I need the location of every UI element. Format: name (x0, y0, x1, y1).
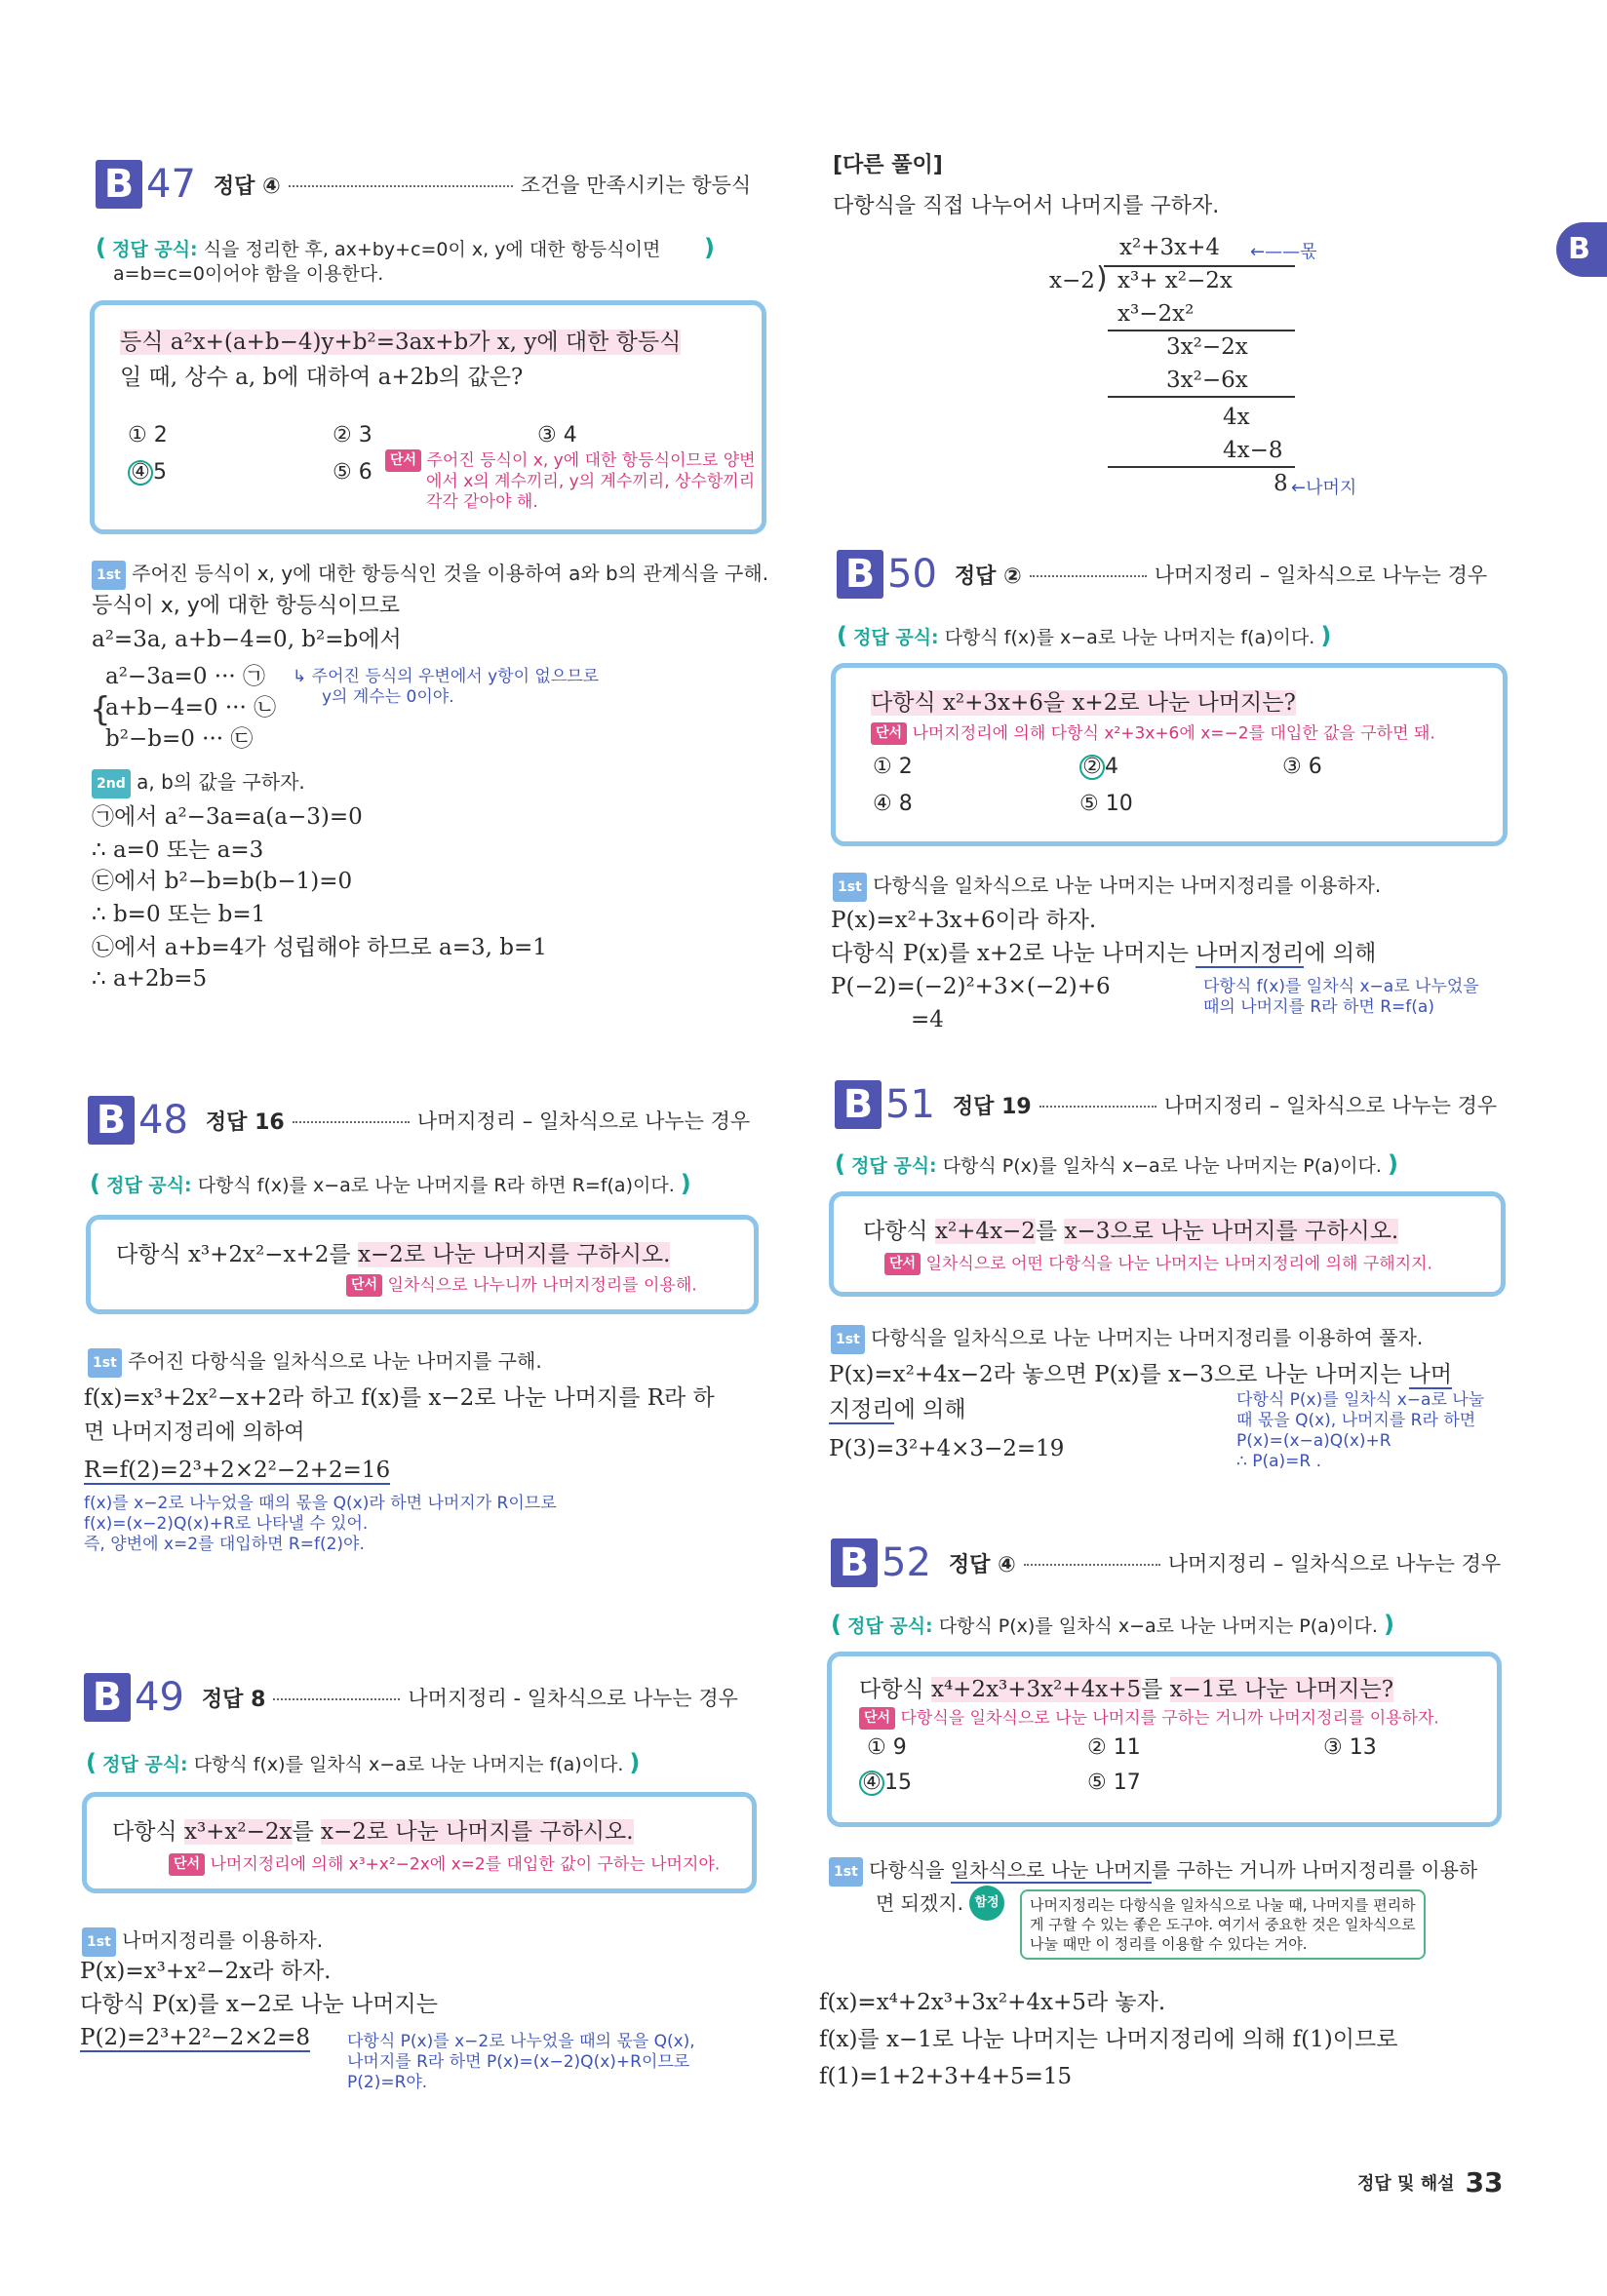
system-eq-3: b²−b=0 ··· ㉢ (105, 726, 254, 752)
hint-text: 일차식으로 나누니까 나머지정리를 이용해. (387, 1275, 697, 1296)
hint-tag: 단서 (884, 1253, 921, 1275)
quotient-label-text: 몫 (1300, 242, 1317, 262)
choice-3[interactable]: ③ 13 (1323, 1735, 1377, 1760)
problem-52-answer: 정답 ④ (948, 1552, 1016, 1577)
solution-line: P(x)=x²+3x+6이라 하자. (831, 908, 1097, 933)
question-text: 다항식 (859, 1677, 931, 1702)
choice-2-value: 4 (1105, 755, 1118, 779)
problem-48-answer: 정답 16 (205, 1109, 285, 1135)
step-text: 나머지정리를 이용하자. (122, 1928, 324, 1952)
trap-badge: 함정 (969, 1886, 1004, 1921)
paren-close: ) (704, 234, 715, 261)
problem-51-badge: B (835, 1080, 882, 1129)
dot-leader (1039, 1102, 1156, 1108)
division-dividend: x³+ x²−2x (1117, 268, 1233, 293)
choice-1[interactable]: ① 2 (873, 755, 913, 779)
step-text: 다항식을 일차식으로 나눈 나머지는 나머지정리를 이용하자. (873, 874, 1382, 897)
formula-label: 정답 공식: (102, 1754, 188, 1775)
page-footer (1357, 2166, 1504, 2199)
problem-50-answer: 정답 ② (954, 564, 1022, 589)
solution-line: P(3)=3²+4×3−2=19 (829, 1436, 1065, 1461)
hint-text: 나머지정리에 의해 x³+x²−2x에 x=2를 대입한 값이 구하는 나머지야. (210, 1854, 721, 1875)
problem-47-question-box (90, 300, 766, 534)
solution-line: ㉡에서 a+b=4가 성립해야 하므로 a=3, b=1 (92, 935, 547, 960)
solution-line (831, 940, 1376, 967)
note-1: 다항식 P(x)를 일차식 x−a로 나눌 (1236, 1390, 1485, 1410)
note-3: P(x)=(x−a)Q(x)+R (1236, 1431, 1391, 1451)
hint-tag: 단서 (169, 1853, 205, 1876)
question-line (112, 1818, 634, 1846)
choice-5[interactable]: ⑤ 10 (1079, 792, 1133, 816)
problem-51-question-box (829, 1191, 1506, 1297)
solution-line: 면 나머지정리에 의하여 (84, 1420, 305, 1445)
problem-47-formula-2 (113, 259, 383, 286)
question-highlight: x−1로 나눈 나머지는? (1169, 1677, 1394, 1702)
formula-label: 정답 공식: (853, 627, 939, 648)
choice-4-value: 5 (153, 460, 167, 485)
note-2: 때 몫을 Q(x), 나머지를 R라 하면 (1236, 1411, 1476, 1430)
choice-3[interactable]: ③ 6 (1282, 755, 1322, 779)
solution-line (829, 1361, 1452, 1388)
problem-49-answer: 정답 8 (201, 1687, 266, 1712)
formula-text: 다항식 f(x)를 x−a로 나눈 나머지를 R라 하면 R=f(a)이다. (197, 1175, 675, 1196)
solution-text: 다항식 P(x)를 x+2로 나눈 나머지는 (831, 941, 1196, 966)
hint (884, 1253, 1432, 1275)
problem-47-step2 (92, 768, 305, 798)
question-highlight: x²+4x−2 (934, 1219, 1036, 1244)
question-highlight: x−3으로 나눈 나머지를 구하시오. (1064, 1219, 1399, 1244)
problem-48-step1 (88, 1347, 542, 1378)
question-text: 다항식 (863, 1219, 935, 1244)
step-tag: 1st (833, 873, 867, 902)
note-3: P(2)=R야. (347, 2073, 428, 2092)
formula-label: 정답 공식: (112, 239, 198, 260)
side-note (84, 1494, 557, 1555)
hint (169, 1853, 720, 1876)
question-line (863, 1218, 1398, 1245)
solution-line: f(x)=x³+2x²−x+2라 하고 f(x)를 x−2로 나눈 나머지를 R라 하 (84, 1385, 715, 1411)
step-text: 다항식을 일차식으로 나눈 나머지는 나머지정리를 이용하여 풀자. (871, 1326, 1424, 1349)
problem-50-header (837, 550, 1519, 603)
side-note-1: 주어진 등식의 우변에서 y항이 없으므로 (311, 667, 600, 686)
problem-50-question-box (831, 663, 1508, 846)
division-row: 3x²−6x (1166, 368, 1248, 393)
problem-48-formula: ( 정답 공식: 다항식 f(x)를 x−a로 나눈 나머지를 R라 하면 R=f(a)이다. ) (90, 1170, 691, 1197)
problem-51-header (835, 1080, 1517, 1133)
solution-line: ∴ a+2b=5 (92, 966, 208, 992)
problem-48-header (88, 1096, 770, 1148)
solution-line: f(x)=x⁴+2x³+3x²+4x+5라 놓자. (819, 1990, 1166, 2015)
division-quotient: x²+3x+4 (1119, 235, 1220, 260)
hint-line-2: 에서 x의 계수끼리, y의 계수끼리, 상수항끼리 (426, 472, 756, 491)
note-2: f(x)=(x−2)Q(x)+R로 나타낼 수 있어. (84, 1514, 369, 1534)
question-text-1: 등식 a²x+(a+b−4)y+b²=3ax+b가 x, y에 대한 항등식 (120, 330, 682, 355)
hint-box (385, 449, 756, 513)
trap-bubble (1020, 1889, 1426, 1960)
dot-leader (293, 1117, 410, 1123)
problem-51-number: 51 (885, 1082, 935, 1127)
question-text: 를 (1141, 1677, 1170, 1702)
problem-52-step1 (829, 1856, 1477, 1887)
step-tag: 1st (88, 1348, 122, 1378)
problem-49-badge: B (84, 1673, 131, 1722)
solution-line (84, 1457, 390, 1484)
side-note (1236, 1390, 1484, 1472)
step-text: 를 구하는 거니까 나머지정리를 이용하 (1151, 1858, 1478, 1882)
solution-line: f(x)를 x−1로 나눈 나머지는 나머지정리에 의해 f(1)이므로 (819, 2027, 1398, 2052)
problem-49-formula: ( 정답 공식: 다항식 f(x)를 일차식 x−a로 나눈 나머지는 f(a)이다. ) (86, 1749, 641, 1776)
problem-48-badge: B (88, 1096, 135, 1145)
alt-solution-title: [다른 풀이] (833, 153, 943, 177)
dot-leader (1024, 1560, 1160, 1566)
underlined-term: 나머 (1408, 1362, 1453, 1387)
problem-48-question-box (86, 1215, 759, 1314)
solution-line: =4 (911, 1007, 944, 1032)
question-highlight: 다항식 x²+3x+6을 x+2로 나눈 나머지는? (871, 690, 1296, 716)
problem-49-topic: 나머지정리 - 일차식으로 나누는 경우 (408, 1687, 738, 1710)
problem-49-header (84, 1673, 766, 1726)
step-text: 다항식을 (869, 1858, 951, 1882)
division-bracket: ) (1096, 261, 1108, 295)
division-row: 4x (1223, 405, 1250, 430)
question-text: 다항식 (112, 1819, 184, 1845)
hint (859, 1707, 1439, 1730)
problem-47-header (96, 160, 778, 213)
formula-label: 정답 공식: (106, 1175, 192, 1196)
side-note (293, 667, 599, 708)
choice-4[interactable]: ④ 8 (873, 792, 913, 816)
underlined-result: P(2)=2³+2²−2×2=8 (80, 2025, 311, 2050)
choice-2-correct[interactable] (1079, 754, 1118, 781)
problem-49-number: 49 (135, 1675, 184, 1720)
problem-47-answer: 정답 ④ (213, 174, 281, 199)
system-brace: { (90, 690, 111, 729)
hint (346, 1274, 697, 1297)
note-2: 때의 나머지를 R라 하면 R=f(a) (1203, 997, 1434, 1017)
problem-50-step1 (833, 872, 1381, 902)
correct-circle: ② (1079, 755, 1105, 780)
correct-circle: ④ (859, 1771, 884, 1796)
note-1: 다항식 f(x)를 일차식 x−a로 나누었을 (1203, 977, 1479, 996)
step-text: a, b의 값을 구하자. (137, 770, 305, 794)
question-line-2: 일 때, 상수 a, b에 대하여 a+2b의 값은? (120, 365, 524, 390)
left-arrow-icon: ← (1291, 478, 1307, 498)
chapter-tab (1556, 222, 1607, 277)
problem-47-step1 (92, 560, 768, 590)
question-highlight: x−2로 나눈 나머지를 구하시오. (357, 1242, 671, 1267)
problem-51-formula: ( 정답 공식: 다항식 P(x)를 일차식 x−a로 나눈 나머지는 P(a)이다. ) (835, 1150, 1398, 1178)
choice-4-correct[interactable] (859, 1770, 912, 1797)
formula-text: 다항식 P(x)를 일차식 x−a로 나눈 나머지는 P(a)이다. (942, 1155, 1382, 1177)
problem-50-badge: B (837, 550, 883, 599)
note-1: 다항식 P(x)를 x−2로 나누었을 때의 몫을 Q(x), (347, 2032, 695, 2051)
solution-line: ㉠에서 a²−3a=a(a−3)=0 (92, 804, 363, 830)
step-tag: 1st (92, 561, 126, 590)
note-4: ∴ P(a)=R . (1236, 1452, 1322, 1471)
hint-text: 나머지정리에 의해 다항식 x²+3x+6에 x=−2를 대입한 값을 구하면 돼. (912, 723, 1435, 744)
problem-49-step1 (82, 1926, 323, 1957)
dot-leader (1030, 571, 1147, 577)
note-2: 나머지를 R라 하면 P(x)=(x−2)Q(x)+R이므로 (347, 2052, 690, 2072)
question-text: 를 (292, 1819, 322, 1845)
problem-47-formula: ( 정답 공식: 식을 정리한 후, ax+by+c=0이 x, y에 대한 항등식이면 (96, 234, 661, 261)
hint-tag: 단서 (859, 1707, 895, 1730)
hint-tag: 단서 (346, 1274, 382, 1297)
choice-2[interactable]: ② 3 (333, 423, 372, 448)
division-bar (1108, 330, 1295, 331)
division-row: 4x−8 (1223, 438, 1283, 463)
alt-solution-intro: 다항식을 직접 나누어서 나머지를 구하자. (833, 194, 1220, 218)
solution-line: ∴ a=0 또는 a=3 (92, 837, 264, 863)
problem-52-topic: 나머지정리 – 일차식으로 나누는 경우 (1167, 1552, 1502, 1576)
formula-label: 정답 공식: (847, 1615, 933, 1637)
hint-line-1: 주어진 등식이 x, y에 대한 항등식이므로 양변 (426, 450, 756, 471)
formula-text-1: 식을 정리한 후, ax+by+c=0이 x, y에 대한 항등식이면 (203, 239, 661, 260)
problem-52-question-box (827, 1652, 1502, 1827)
solution-line: P(−2)=(−2)²+3×(−2)+6 (831, 974, 1111, 999)
footer-label: 정답 및 해설 (1357, 2173, 1455, 2195)
solution-line (829, 1396, 966, 1423)
choice-3[interactable]: ③ 4 (537, 423, 577, 448)
choice-4-correct[interactable] (128, 459, 167, 486)
formula-text-2: a=b=c=0이어야 함을 이용한다. (113, 263, 384, 285)
choice-4-value: 15 (884, 1771, 912, 1795)
solution-text: 에 의해 (893, 1397, 966, 1422)
choice-5[interactable]: ⑤ 6 (333, 460, 372, 485)
side-note (347, 2032, 695, 2093)
solution-line: 다항식 P(x)를 x−2로 나눈 나머지는 (80, 1992, 438, 2017)
formula-text: 다항식 f(x)를 x−a로 나눈 나머지는 f(a)이다. (944, 627, 1315, 648)
side-note (1203, 977, 1479, 1018)
solution-text: P(x)=x²+4x−2라 놓으면 P(x)를 x−3으로 나눈 나머지는 (829, 1362, 1409, 1387)
step-tag: 2nd (92, 769, 131, 798)
problem-51-answer: 정답 19 (952, 1094, 1032, 1119)
question-text: 다항식 x³+2x²−x+2를 (116, 1242, 358, 1267)
question-line-1 (120, 329, 681, 356)
problem-47-badge: B (96, 160, 142, 209)
step-tag: 1st (829, 1857, 863, 1887)
system-eq-2: a+b−4=0 ··· ㉡ (105, 695, 277, 720)
question-highlight: x⁴+2x³+3x²+4x+5 (930, 1677, 1142, 1702)
problem-48-number: 48 (138, 1098, 188, 1143)
bubble-line-1: 나머지정리는 다항식을 일차식으로 나눌 때, 나머지를 편리하 (1030, 1896, 1416, 1914)
problem-49-question-box (82, 1792, 757, 1893)
division-bar (1108, 396, 1295, 398)
division-bar (1108, 466, 1295, 468)
step-tag: 1st (831, 1325, 865, 1354)
solution-line: P(x)=x³+x²−2x라 하자. (80, 1959, 332, 1984)
correct-circle: ④ (128, 460, 153, 486)
problem-47-number: 47 (146, 162, 196, 207)
choice-2[interactable]: ② 11 (1087, 1735, 1141, 1760)
solution-line: 등식이 x, y에 대한 항등식이므로 (92, 594, 401, 618)
arrow-icon: ↳ (293, 667, 307, 686)
remainder-label (1291, 474, 1356, 499)
side-note-2: y의 계수는 0이야. (322, 687, 454, 707)
step-continuation: 면 되겠지. (876, 1891, 963, 1915)
problem-52-badge: B (831, 1538, 878, 1587)
bubble-line-3: 나눌 때만 이 정리를 이용할 수 있다는 거야. (1030, 1935, 1308, 1953)
problem-52-header (831, 1538, 1513, 1591)
division-remainder: 8 (1274, 471, 1288, 496)
solution-line: ∴ b=0 또는 b=1 (92, 902, 266, 927)
step-tag: 1st (82, 1927, 116, 1957)
problem-51-topic: 나머지정리 – 일차식으로 나누는 경우 (1163, 1094, 1498, 1117)
system-eq-1: a²−3a=0 ··· ㉠ (105, 664, 266, 689)
formula-text: 다항식 P(x)를 일차식 x−a로 나눈 나머지는 P(a)이다. (938, 1615, 1378, 1637)
solution-line: a²=3a, a+b−4=0, b²=b에서 (92, 627, 402, 652)
question-line (116, 1241, 670, 1268)
question-line (871, 689, 1296, 717)
question-highlight: x−2로 나눈 나머지를 구하시오. (321, 1819, 634, 1845)
problem-51-step1 (831, 1324, 1423, 1354)
hint-line-3: 각각 같아야 해. (426, 492, 538, 512)
solution-text: 에 의해 (1304, 941, 1377, 966)
choice-1[interactable]: ① 2 (128, 423, 168, 448)
chapter-tab-letter: B (1568, 232, 1590, 266)
formula-label: 정답 공식: (851, 1155, 937, 1177)
problem-47-topic: 조건을 만족시키는 항등식 (520, 174, 752, 197)
quotient-label (1250, 238, 1316, 263)
hint-tag: 단서 (385, 449, 421, 472)
division-divisor: x−2 (1049, 268, 1095, 293)
division-row: 3x²−2x (1166, 334, 1248, 360)
underlined-term: 일차식으로 나눈 나머지 (950, 1858, 1152, 1882)
bubble-line-2: 게 구할 수 있는 좋은 도구야. 여기서 중요한 것은 일차식으로 (1030, 1916, 1416, 1933)
formula-text: 다항식 f(x)를 일차식 x−a로 나눈 나머지는 f(a)이다. (193, 1754, 624, 1775)
step-text: 주어진 다항식을 일차식으로 나눈 나머지를 구해. (128, 1349, 542, 1373)
problem-52-formula: ( 정답 공식: 다항식 P(x)를 일차식 x−a로 나눈 나머지는 P(a)이다. ) (831, 1611, 1394, 1638)
step-text: 주어진 등식이 x, y에 대한 항등식인 것을 이용하여 a와 b의 관계식을 구해. (132, 562, 769, 585)
choice-5[interactable]: ⑤ 17 (1087, 1771, 1141, 1795)
page-number: 33 (1465, 2166, 1504, 2199)
note-1: f(x)를 x−2로 나누었을 때의 몫을 Q(x)라 하면 나머지가 R이므로 (84, 1494, 557, 1513)
problem-50-formula: ( 정답 공식: 다항식 f(x)를 x−a로 나눈 나머지는 f(a)이다. ) (837, 622, 1332, 649)
underlined-term: 나머지정리 (1195, 941, 1305, 966)
hint (871, 722, 1435, 745)
solution-line (80, 2024, 310, 2051)
dot-leader (273, 1694, 400, 1700)
problem-48-topic: 나머지정리 – 일차식으로 나누는 경우 (416, 1109, 751, 1133)
hint-tag: 단서 (871, 722, 907, 745)
choice-1[interactable]: ① 9 (867, 1735, 907, 1760)
problem-50-number: 50 (887, 552, 937, 597)
underlined-term: 지정리 (829, 1397, 894, 1422)
hint-text: 일차식으로 어떤 다항식을 나눈 나머지는 나머지정리에 의해 구해지지. (925, 1254, 1432, 1274)
underlined-result: R=f(2)=2³+2×2²−2+2=16 (84, 1458, 391, 1483)
question-text: 를 (1035, 1219, 1065, 1244)
solution-line: f(1)=1+2+3+4+5=15 (819, 2064, 1073, 2089)
dot-leader (289, 181, 513, 187)
hint-text: 다항식을 일차식으로 나눈 나머지를 구하는 거니까 나머지정리를 이용하자. (900, 1708, 1439, 1729)
note-3: 즉, 양변에 x=2를 대입하면 R=f(2)야. (84, 1535, 365, 1554)
question-line (859, 1676, 1393, 1703)
solution-line: ㉢에서 b²−b=b(b−1)=0 (92, 869, 353, 894)
problem-52-number: 52 (882, 1540, 931, 1585)
left-arrow-icon: ←—— (1250, 242, 1301, 262)
problem-50-topic: 나머지정리 – 일차식으로 나누는 경우 (1154, 564, 1488, 587)
division-row: x³−2x² (1117, 301, 1195, 327)
remainder-label-text: 나머지 (1306, 478, 1357, 498)
question-highlight: x³+x²−2x (183, 1819, 293, 1845)
